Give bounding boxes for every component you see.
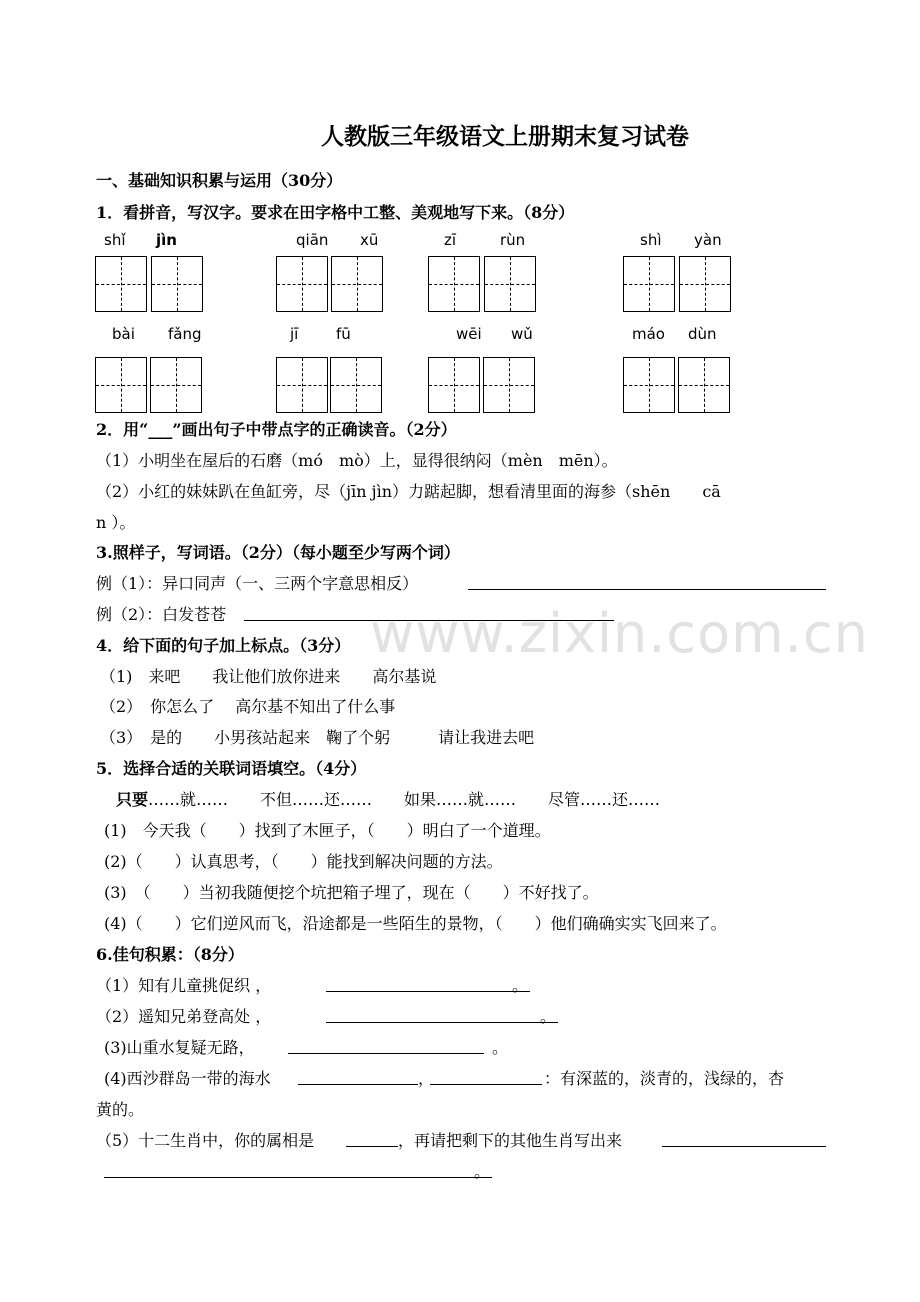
period: 。 xyxy=(540,1007,557,1026)
question-1-heading: 1．看拼音，写汉字。要求在田字格中工整、美观地写下来。（8分） xyxy=(96,203,575,222)
writing-grid-box[interactable] xyxy=(95,256,147,312)
writing-grid-box[interactable] xyxy=(623,256,675,312)
question-3-example-2: 例（2）：白发苍苍 xyxy=(96,605,227,624)
question-6-item-2: （2）遥知兄弟登高处 ， xyxy=(96,1007,272,1026)
pinyin: bài xyxy=(112,325,135,343)
question-6-item-5: （5）十二生肖中，你的属相是 xyxy=(96,1131,315,1150)
question-3-heading: 3.照样子，写词语。（2分）（每小题至少写两个词） xyxy=(96,543,460,562)
answer-line[interactable] xyxy=(298,1084,418,1085)
writing-grid-box[interactable] xyxy=(331,256,383,312)
watermark: www.zixin.com.cn xyxy=(370,602,869,665)
answer-line[interactable] xyxy=(288,1053,484,1054)
question-4-sentence-2: （2） 你怎么了 高尔基不知出了什么事 xyxy=(100,697,396,716)
writing-grid-box[interactable] xyxy=(276,256,328,312)
answer-line[interactable] xyxy=(346,1146,398,1147)
pinyin: shǐ xyxy=(104,231,126,249)
writing-grid-box[interactable] xyxy=(428,357,480,413)
writing-grid-box[interactable] xyxy=(276,357,328,413)
period: 。 xyxy=(512,976,529,995)
page-title: 人教版三年级语文上册期末复习试卷 xyxy=(321,123,689,150)
pinyin: jìn xyxy=(156,231,177,249)
writing-grid-box[interactable] xyxy=(150,357,202,413)
pinyin: xū xyxy=(360,231,379,249)
question-5-sentence-1: (1) 今天我（ ）找到了木匣子，（ ）明白了一个道理。 xyxy=(104,821,551,840)
pinyin: fǎng xyxy=(168,325,202,343)
writing-grid-box[interactable] xyxy=(95,357,147,413)
answer-line[interactable] xyxy=(326,991,530,992)
conjunction-options xyxy=(116,787,660,810)
pinyin: jī xyxy=(290,325,299,343)
question-2-sentence-2: （2）小红的妹妹趴在鱼缸旁，尽（jīn jìn）力踮起脚，想看清里面的海参（shēn cā xyxy=(96,482,721,501)
pinyin: wēi xyxy=(456,325,482,343)
pinyin: zī xyxy=(444,231,457,249)
question-4-sentence-1: （1) 来吧 我让他们放你进来 高尔基说 xyxy=(100,667,437,686)
question-6-item-4-end: 黄的。 xyxy=(96,1100,145,1119)
pinyin: wǔ xyxy=(511,325,533,343)
question-2-heading: 2．用“___”画出句子中带点字的正确读音。（2分） xyxy=(96,420,457,439)
answer-line[interactable] xyxy=(326,1022,558,1023)
question-5-sentence-2: (2)（ ）认真思考，（ ）能找到解决问题的方法。 xyxy=(104,852,503,871)
question-2-sentence-1: （1）小明坐在屋后的石磨（mó mò）上，显得很纳闷（mèn mēn）。 xyxy=(96,451,618,470)
writing-grid-box[interactable] xyxy=(678,357,730,413)
answer-line[interactable] xyxy=(430,1084,542,1085)
question-6-item-4-rest: ：有深蓝的，淡青的，浅绿的，杏 xyxy=(544,1069,785,1088)
pinyin: máo xyxy=(632,325,665,343)
question-5-sentence-4: (4)（ ）它们逆风而飞，沿途都是一些陌生的景物，（ ）他们确确实实飞回来了。 xyxy=(104,914,727,933)
period: 。 xyxy=(492,1038,509,1057)
question-6-item-5-rest: ，再请把剩下的其他生肖写出来 xyxy=(398,1131,623,1150)
writing-grid-box[interactable] xyxy=(679,256,731,312)
answer-line[interactable] xyxy=(104,1177,492,1178)
question-4-heading: 4．给下面的句子加上标点。（3分） xyxy=(96,636,351,655)
period: 。 xyxy=(474,1162,491,1181)
writing-grid-box[interactable] xyxy=(623,357,675,413)
writing-grid-box[interactable] xyxy=(330,357,382,413)
section-heading: 一、基础知识积累与运用（30分） xyxy=(96,171,343,190)
writing-grid-box[interactable] xyxy=(151,256,203,312)
question-6-item-1: （1）知有儿童挑促织 ， xyxy=(96,976,272,995)
question-2-sentence-2-end: n ）。 xyxy=(96,513,136,532)
question-6-heading: 6.佳句积累：（8分） xyxy=(96,945,244,964)
pinyin: yàn xyxy=(694,231,722,249)
writing-grid-box[interactable] xyxy=(428,256,480,312)
writing-grid-box[interactable] xyxy=(484,256,536,312)
pinyin: shì xyxy=(640,231,662,249)
pinyin: dùn xyxy=(688,325,717,343)
answer-line[interactable] xyxy=(662,1146,826,1147)
question-6-item-4: (4)西沙群岛一带的海水 xyxy=(104,1069,271,1088)
writing-grid-box[interactable] xyxy=(483,357,535,413)
comma: ， xyxy=(418,1069,435,1088)
question-3-example-1: 例（1）：异口同声（一、三两个字意思相反） xyxy=(96,574,419,593)
pinyin: rùn xyxy=(500,231,526,249)
question-4-sentence-3: （3） 是的 小男孩站起来 鞠了个躬 请让我进去吧 xyxy=(100,728,535,747)
pinyin: fū xyxy=(336,325,351,343)
question-5-heading: 5．选择合适的关联词语填空。（4分） xyxy=(96,759,367,778)
question-6-item-3: (3)山重水复疑无路， xyxy=(104,1038,255,1057)
conjunction-options-rest: ……就…… 不但……还…… 如果……就…… 尽管……还…… xyxy=(148,790,661,809)
conjunction-option-first: 只要 xyxy=(116,790,149,809)
answer-line[interactable] xyxy=(468,589,826,590)
question-5-sentence-3: (3) （ ）当初我随便挖个坑把箱子埋了，现在（ ）不好找了。 xyxy=(104,883,599,902)
pinyin: qiān xyxy=(296,231,329,249)
